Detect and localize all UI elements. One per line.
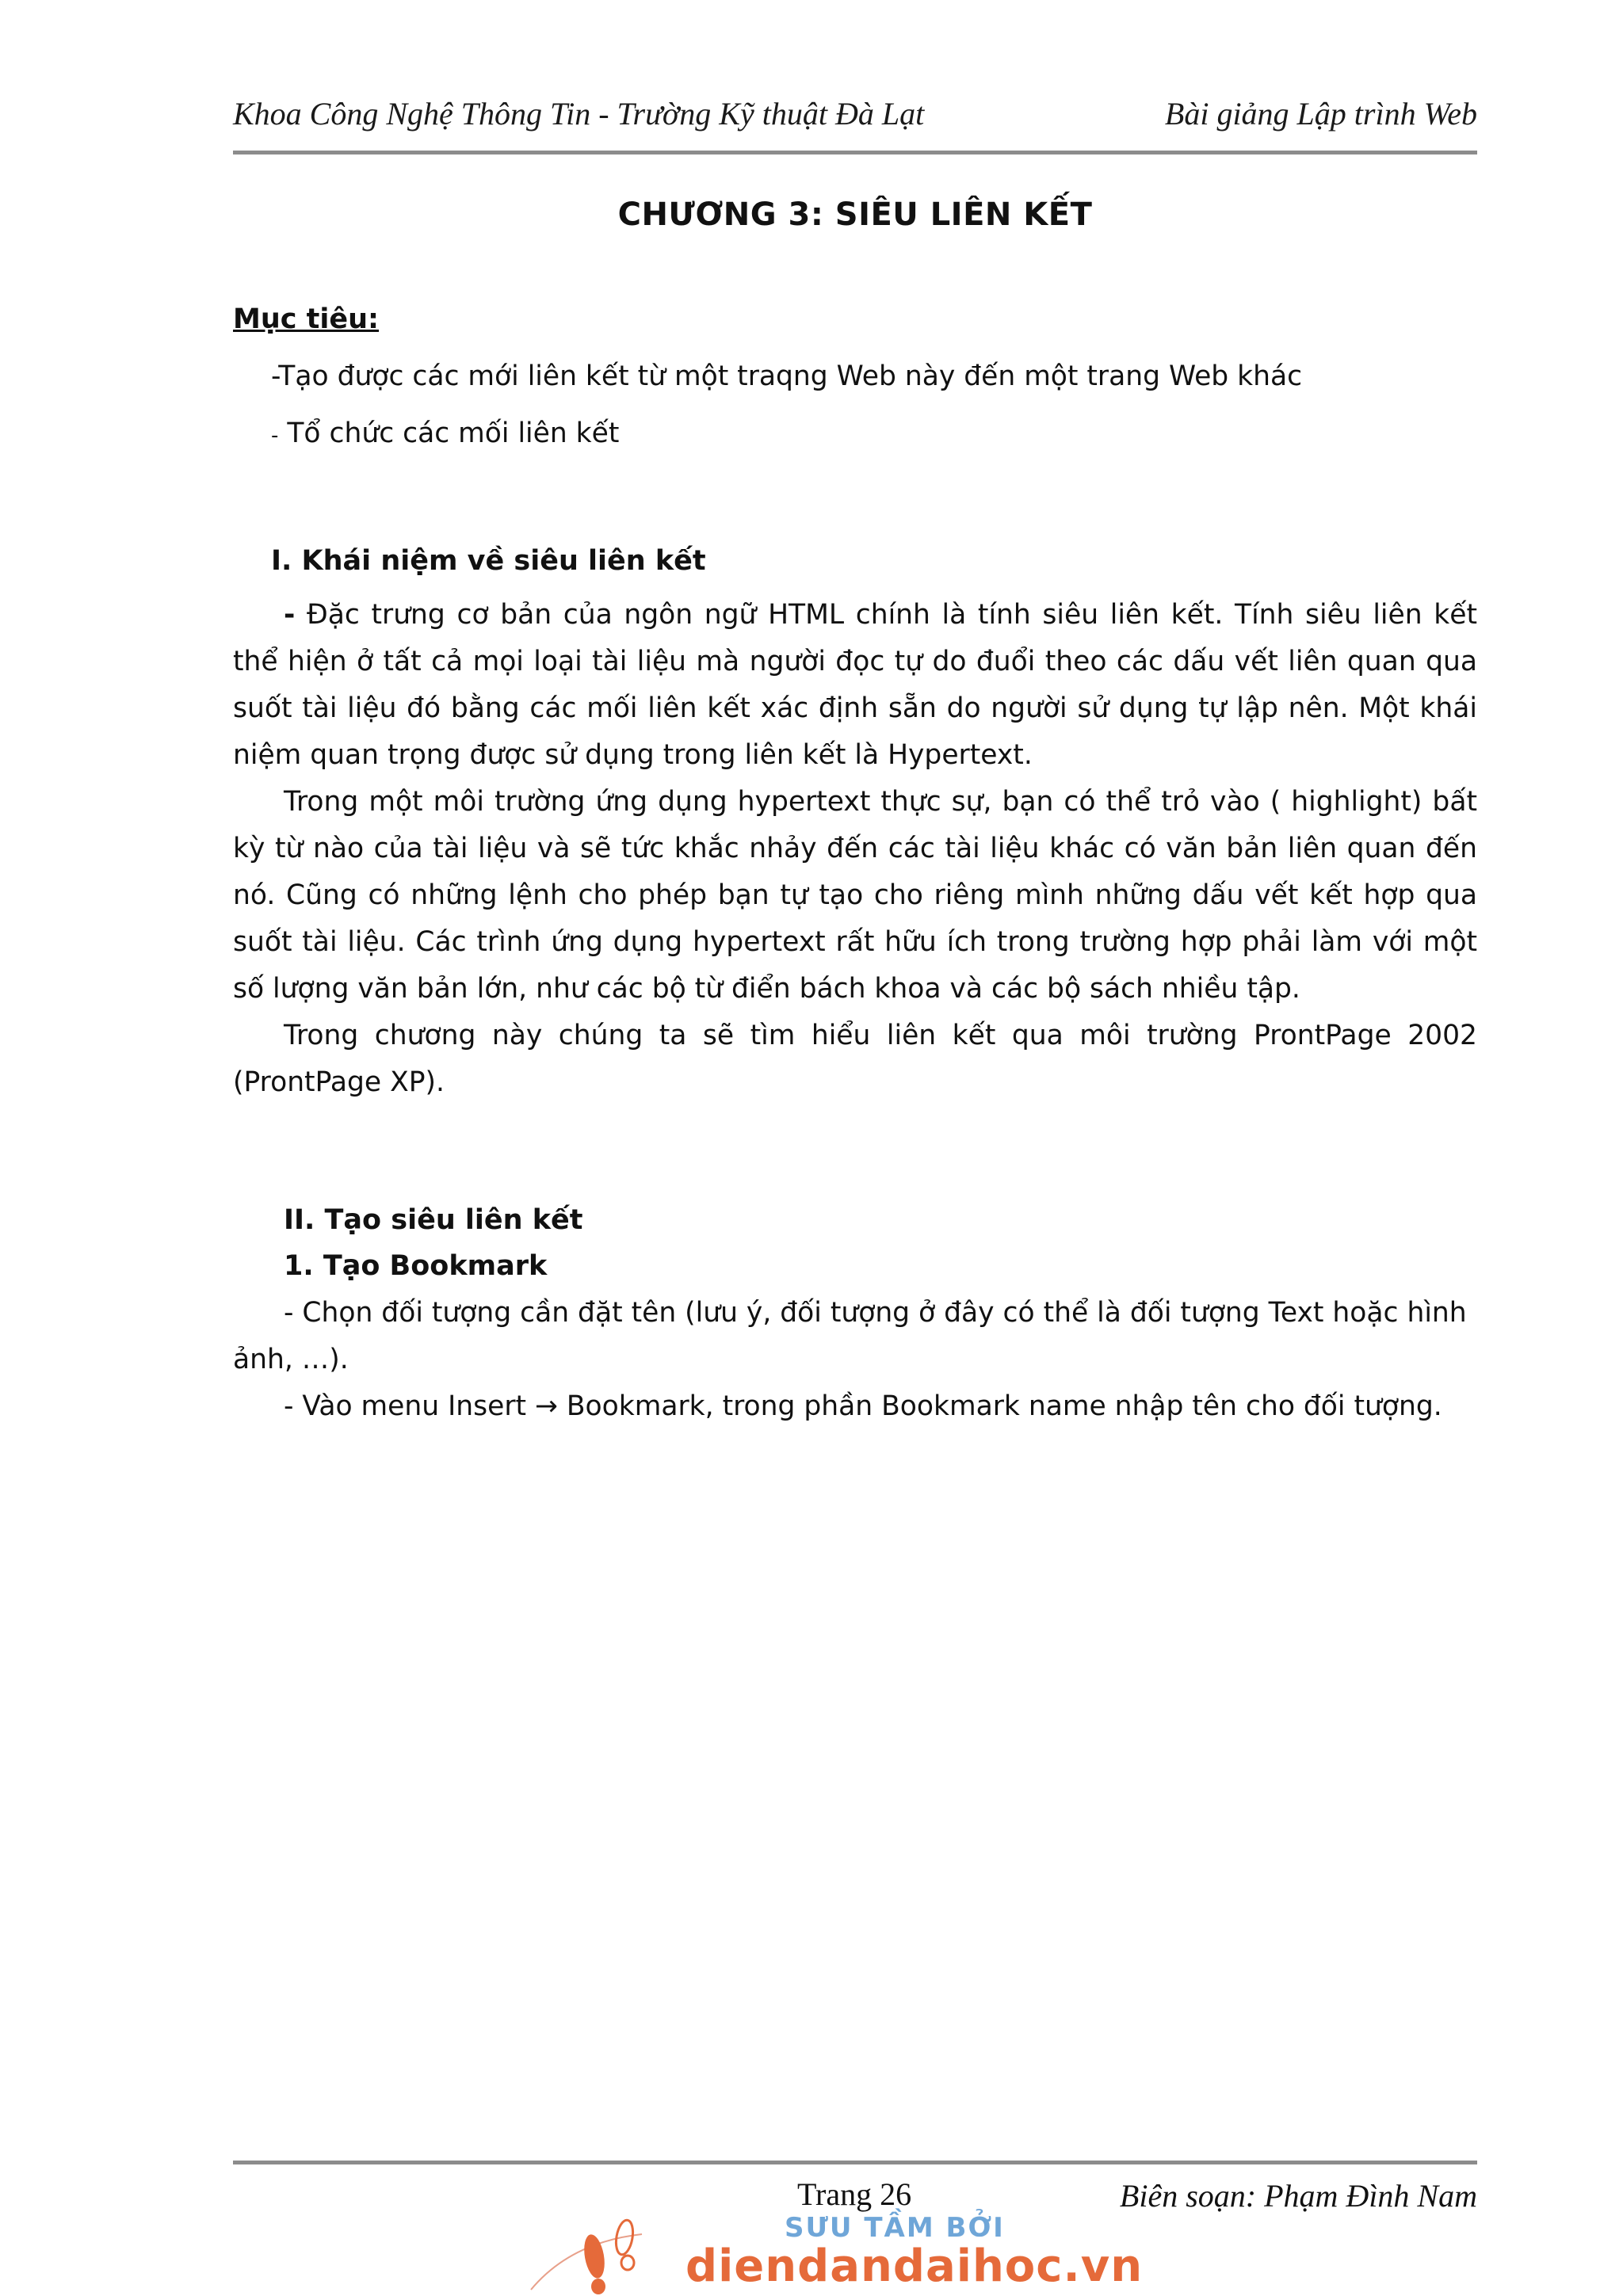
header-department: Khoa Công Nghệ Thông Tin - Trường Kỹ thuật Đà Lạt (233, 96, 925, 132)
page-body (233, 196, 1477, 1430)
paragraph-text: Đặc trưng cơ bản của ngôn ngữ HTML chính là tính siêu liên kết. Tính siêu liên kết thể hiện ở tất cả mọi loại tài liệu mà người đọc tự do đuổi theo các dấu vết liên quan qua suốt tài liệu đó bằng các mối liên kết xác định sẵn do người sử dụng tự lập nên. Một khái niệm quan trọng được sử dụng trong liên kết là Hypertext. (233, 599, 1477, 771)
footer-author: Biên soạn: Phạm Đình Nam (1119, 2178, 1477, 2214)
list-item: - Vào menu Insert → Bookmark, trong phần Bookmark name nhập tên cho đối tượng. (284, 1390, 1442, 1422)
objective-text: -Tạo được các mới liên kết từ một traqng Web này đến một trang Web khác (271, 360, 1303, 392)
watermark (523, 2210, 1144, 2296)
paragraph: Trong chương này chúng ta sẽ tìm hiểu liên kết qua môi trường ProntPage 2002 (ProntPage XP). (233, 1020, 1477, 1098)
subsection-title: 1. Tạo Bookmark (284, 1250, 548, 1282)
paragraph-dash: - (284, 599, 296, 631)
list-item: - Chọn đối tượng cần đặt tên (lưu ý, đối tượng ở đây có thể là đối tượng Text hoặc hình ảnh, …). (233, 1297, 1467, 1375)
footprints-icon (523, 2210, 682, 2296)
section-title: II. Tạo siêu liên kết (284, 1204, 583, 1236)
page-header (233, 95, 1477, 141)
objective-item (233, 410, 1477, 459)
header-rule (233, 151, 1477, 154)
objective-dash: - (271, 424, 279, 448)
page-number: Trang 26 (797, 2176, 912, 2212)
chapter-title: CHƯƠNG 3: SIÊU LIÊN KẾT (617, 196, 1093, 233)
section-title: I. Khái niệm về siêu liên kết (271, 545, 706, 577)
paragraph (233, 592, 1477, 779)
objective-item (233, 353, 1477, 399)
objectives-label: Mục tiêu: (233, 303, 380, 335)
paragraph: Trong một môi trường ứng dụng hypertext thực sự, bạn có thể trỏ vào ( highlight) bất kỳ từ nào của tài liệu và sẽ tức khắc nhảy đến các tài liệu khác có văn bản liên quan đến nó. Cũng có những lệnh cho phép bạn tự tạo cho riêng mình những dấu vết kết hợp qua suốt tài liệu. Các trình ứng dụng hypertext rất hữu ích trong trường hợp phải làm với một số lượng văn bản lớn, như các bộ từ điển bách khoa và các bộ sách nhiều tập. (233, 786, 1477, 1005)
watermark-site: diendandaihoc.vn (685, 2241, 1144, 2292)
objective-text: Tổ chức các mối liên kết (287, 418, 620, 449)
header-course: Bài giảng Lập trình Web (1164, 96, 1477, 132)
watermark-caption: SƯU TẦM BỞI (785, 2212, 1005, 2244)
footer-rule (233, 2161, 1477, 2164)
